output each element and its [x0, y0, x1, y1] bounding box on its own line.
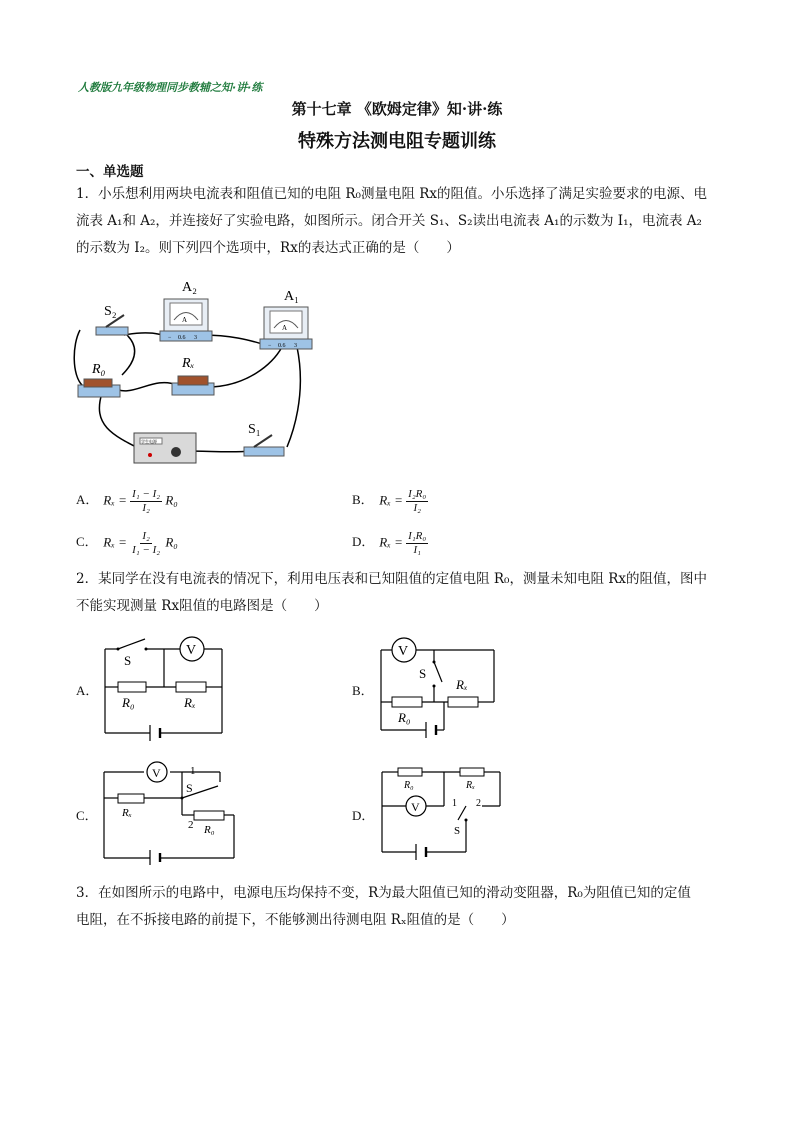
fraction-numerator: I₁ − I₂: [132, 488, 161, 500]
wire: [74, 330, 82, 385]
label-a2: A₂: [182, 280, 197, 295]
question-2-text: [76, 566, 720, 620]
switch-label: S: [124, 653, 132, 668]
terminal-label-1: 1: [452, 798, 457, 809]
option-letter: D．: [352, 534, 375, 550]
label-rx: Rₓ: [466, 780, 475, 791]
option-lhs: Rₓ =: [103, 492, 127, 508]
option-lhs: Rₓ =: [379, 534, 403, 550]
q3-line-2: 电阻，在不拆接电路的前提下，不能够测出待测电阻 Rₓ阻值的是（ ）: [76, 912, 515, 928]
option-letter: A．: [76, 492, 99, 508]
switch-label: S: [454, 825, 461, 837]
power-supply-terminal: [148, 453, 152, 457]
ammeter-a2-scale-a: 0.6: [178, 335, 186, 341]
fraction-denominator: I₁: [413, 544, 421, 556]
resistor-r0: [194, 811, 224, 820]
ammeter-a1-scale-a: 0.6: [278, 343, 286, 349]
option-fraction: [406, 488, 428, 515]
wire: [212, 347, 282, 387]
label-rx: Rₓ: [182, 356, 195, 371]
switch-pivot: [465, 819, 468, 822]
power-supply-label: 学生电源: [141, 439, 157, 444]
switch-s2-base: [96, 327, 128, 335]
label-r0: R₀: [92, 362, 106, 377]
q2-circuit-d: [378, 762, 508, 862]
voltmeter-label: V: [152, 766, 161, 780]
q2-option-c[interactable]: C．: [76, 808, 98, 823]
switch-label: S: [186, 781, 193, 795]
fraction-numerator: I₂R₀: [408, 488, 427, 500]
resistor-r0: [118, 682, 146, 692]
label-s2: S₂: [104, 304, 117, 319]
resistor-r0: [398, 768, 422, 776]
q1-line-3: 的示数为 I₂。则下列四个选项中，Rx的表达式正确的是（ ）: [76, 240, 460, 256]
ammeter-a1-minus: −: [268, 343, 272, 349]
q1-circuit-figure: [72, 275, 332, 475]
switch-contact: [145, 648, 148, 651]
option-tail: R₀: [165, 492, 178, 508]
option-fraction: [130, 488, 162, 515]
voltmeter-label: V: [398, 644, 409, 659]
section-heading: 一、单选题: [76, 164, 144, 180]
q1-line-2: 流表 A₁和 A₂，并连接好了实验电路，如图所示。闭合开关 S₁、S₂读出电流表 A₁的示数为 I₁，电流表 A₂: [76, 213, 702, 229]
voltmeter-label: V: [186, 643, 197, 658]
q3-line-1: 3．在如图所示的电路中，电源电压均保持不变，R为最大阻值已知的滑动变阻器，R₀为阻值已知的定值: [76, 885, 691, 901]
label-s1: S₁: [248, 422, 261, 437]
question-3-text: [76, 880, 720, 934]
wire: [287, 347, 300, 447]
resistor-rx: [118, 794, 144, 803]
q1-line-1: 1．小乐想利用两块电流表和阻值已知的电阻 R₀测量电阻 Rx的阻值。小乐选择了满足实验要求的电源、电: [76, 186, 708, 202]
q2-option-d[interactable]: D．: [352, 808, 375, 823]
q2-circuit-b: [376, 636, 498, 746]
fraction-denominator: I₂: [142, 502, 150, 514]
switch-s1-base: [244, 447, 284, 456]
switch-label: S: [419, 666, 427, 681]
option-lhs: Rₓ =: [379, 492, 403, 508]
wire: [112, 383, 177, 391]
label-a1: A₁: [284, 289, 299, 304]
terminal-label-2: 2: [188, 819, 194, 831]
switch-contact: [433, 685, 436, 688]
fraction-denominator: I₁ − I₂: [132, 544, 161, 556]
header-tag: 人教版九年级物理同步教辅之知·讲·练: [78, 81, 263, 94]
q1-option-a[interactable]: [76, 488, 178, 515]
option-letter: C．: [76, 534, 98, 550]
label-rx: Rₓ: [456, 677, 468, 692]
ammeter-a2-symbol: A: [182, 316, 188, 324]
ammeter-a2-scale-b: 3: [194, 335, 197, 341]
option-fraction: [130, 530, 162, 557]
label-r0: R₀: [398, 710, 411, 725]
label-r0: R₀: [204, 824, 215, 836]
option-tail: R₀: [165, 534, 178, 550]
page-title: 特殊方法测电阻专题训练: [298, 131, 496, 152]
option-lhs: Rₓ =: [103, 534, 127, 550]
q1-option-d[interactable]: [352, 530, 428, 557]
ammeter-a1-symbol: A: [282, 324, 288, 332]
q1-option-c[interactable]: [76, 530, 178, 557]
resistor-rx: [460, 768, 484, 776]
q2-circuit-c: [100, 760, 240, 865]
fraction-denominator: I₂: [413, 502, 421, 514]
terminal-label-1: 1: [190, 765, 196, 777]
power-supply-knob: [171, 447, 181, 457]
ammeter-a1-scale-b: 3: [294, 343, 297, 349]
switch-contact: [117, 648, 120, 651]
q1-option-b[interactable]: [352, 488, 428, 515]
resistor-r0-body: [84, 379, 112, 387]
wire: [122, 335, 135, 375]
switch-contact: [433, 661, 436, 664]
switch-pivot: [181, 797, 184, 800]
voltmeter-label: V: [411, 800, 420, 814]
terminal-label-2: 2: [476, 798, 481, 809]
resistor-rx: [176, 682, 206, 692]
q2-option-a[interactable]: A．: [76, 683, 99, 698]
label-rx: Rₓ: [122, 807, 132, 819]
resistor-r0: [392, 697, 422, 707]
label-rx: Rₓ: [184, 695, 196, 710]
ammeter-a2-minus: −: [168, 335, 172, 341]
resistor-rx: [448, 697, 478, 707]
option-fraction: [406, 530, 428, 557]
label-r0: R₀: [122, 695, 135, 710]
question-1-text: [76, 181, 720, 262]
option-letter: B．: [352, 492, 374, 508]
fraction-numerator: I₁R₀: [408, 530, 427, 542]
chapter-title: 第十七章 《欧姆定律》知·讲·练: [291, 100, 503, 118]
resistor-rx-body: [178, 376, 208, 385]
q2-circuit-a: [100, 635, 230, 745]
fraction-numerator: I₂: [142, 530, 150, 542]
q2-line-1: 2．某同学在没有电流表的情况下，利用电压表和已知阻值的定值电阻 R₀，测量未知电阻 Rx的阻值，图中: [76, 571, 708, 587]
q2-option-b[interactable]: B．: [352, 683, 374, 698]
q2-line-2: 不能实现测量 Rx阻值的电路图是（ ）: [76, 598, 328, 614]
label-r0: R₀: [404, 780, 414, 791]
